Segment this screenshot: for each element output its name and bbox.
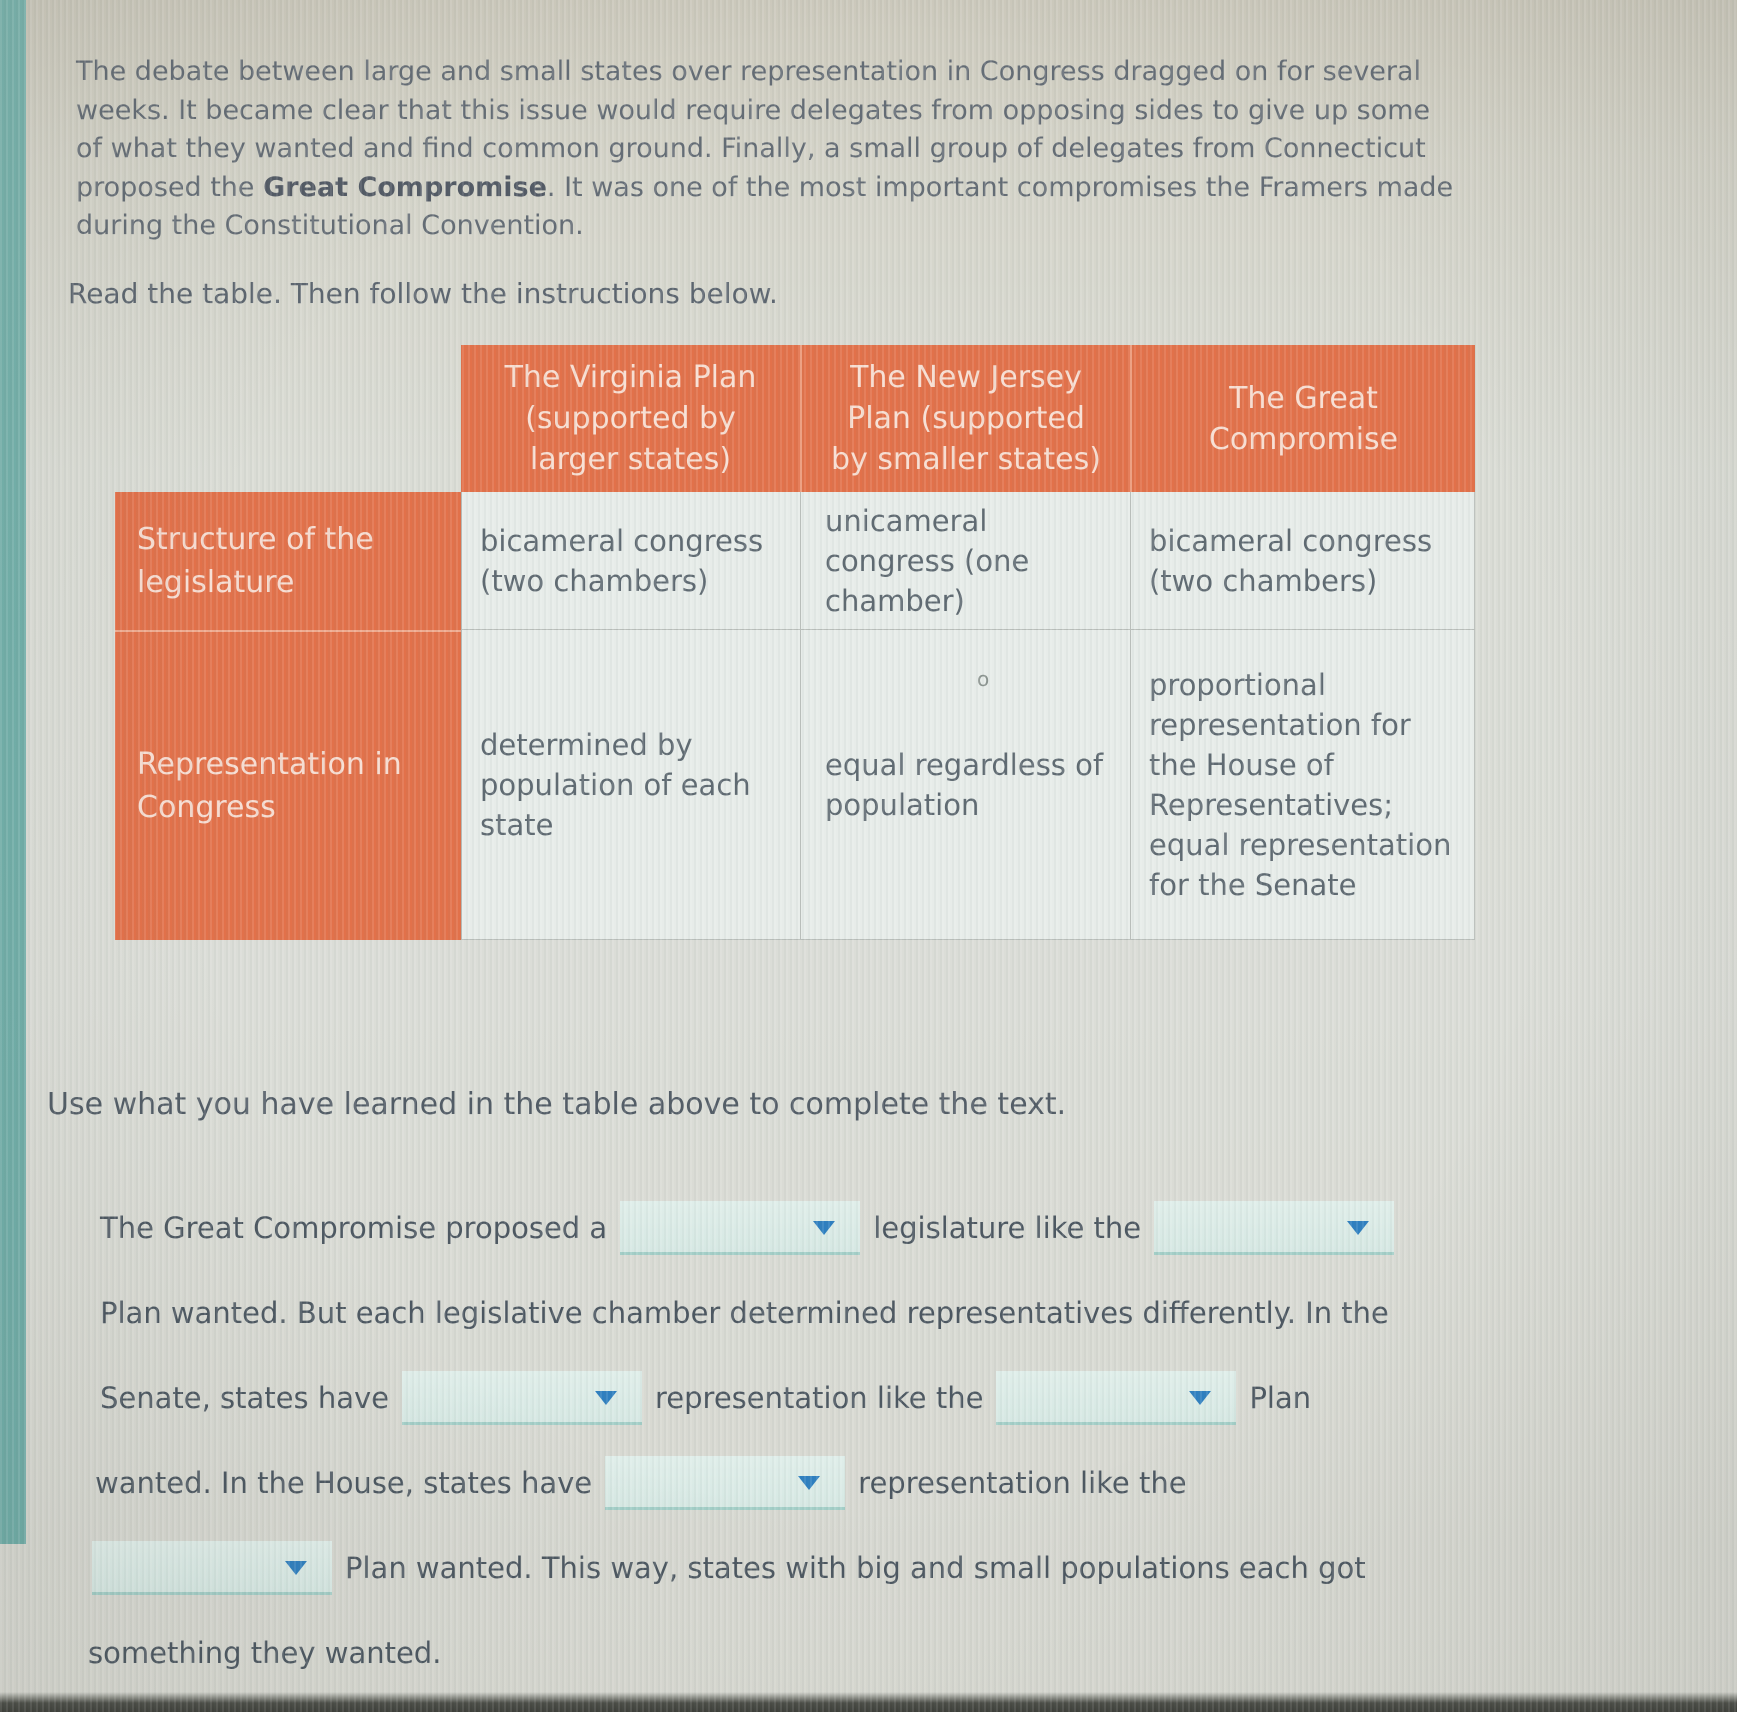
fill-in-the-blank-text <box>88 1200 1600 1710</box>
column-header-great-compromise: The Great Compromise <box>1130 345 1475 492</box>
cloze-text: Plan wanted. But each legislative chamber determined representatives differently. In the <box>100 1296 1389 1330</box>
intro-paragraph <box>76 53 1464 246</box>
read-table-instruction: Read the table. Then follow the instructions below. <box>68 277 778 310</box>
cloze-line-1 <box>100 1200 1600 1256</box>
cloze-text: The Great Compromise proposed a <box>100 1211 608 1245</box>
comparison-table <box>115 345 1475 940</box>
photo-bottom-dark-edge <box>0 1692 1737 1712</box>
blank-dropdown-1[interactable] <box>620 1201 860 1255</box>
intro-text-before: The debate between large and small states over representation in Congress dragged on for several weeks. It became clear that this issue would require delegates from opposing sides to give up some of what they wanted and find common ground. Finally, a small group of delegates from Connecticut proposed the <box>76 56 1431 203</box>
cloze-line-2 <box>100 1285 1600 1341</box>
chevron-down-icon <box>813 1221 835 1235</box>
blank-dropdown-3[interactable] <box>402 1371 642 1425</box>
table-corner-empty <box>115 345 461 492</box>
left-edge-teal-strip <box>0 0 26 1544</box>
row-header-representation: Representation in Congress <box>115 630 461 940</box>
row-header-structure: Structure of the legislature <box>115 492 461 630</box>
intro-text-after: . It was one of the most important compromises the Framers made during the Constitutional Convention. <box>76 171 1454 241</box>
column-header-new-jersey-plan: The New Jersey Plan (supported by smaller states) <box>800 345 1130 492</box>
intro-bold-term: Great Compromise <box>263 171 547 203</box>
blank-dropdown-2[interactable] <box>1154 1201 1394 1255</box>
cloze-text: representation like the <box>858 1466 1187 1500</box>
chevron-down-icon <box>798 1476 820 1490</box>
cloze-text: representation like the <box>655 1381 984 1415</box>
table-cell-structure-virginia: bicameral congress (two chambers) <box>461 492 800 630</box>
cloze-line-6 <box>88 1625 1600 1681</box>
cloze-line-4 <box>95 1455 1600 1511</box>
cloze-text: wanted. In the House, states have <box>95 1466 593 1500</box>
cloze-line-3 <box>100 1370 1600 1426</box>
cloze-text: Plan <box>1249 1381 1312 1415</box>
cloze-line-5 <box>92 1540 1600 1596</box>
cloze-text: Senate, states have <box>100 1381 389 1415</box>
table-cell-representation-new-jersey: equal regardless of population <box>800 630 1130 940</box>
chevron-down-icon <box>1347 1221 1369 1235</box>
cloze-text: Plan wanted. This way, states with big and small populations each got <box>345 1551 1366 1585</box>
chevron-down-icon <box>1189 1391 1211 1405</box>
stray-speck-mark: o <box>977 667 990 691</box>
table-cell-structure-compromise: bicameral congress (two chambers) <box>1130 492 1475 630</box>
blank-dropdown-5[interactable] <box>605 1456 845 1510</box>
chevron-down-icon <box>595 1391 617 1405</box>
task-instruction: Use what you have learned in the table above to complete the text. <box>47 1087 1067 1122</box>
table-cell-representation-virginia: determined by population of each state <box>461 630 800 940</box>
table-cell-representation-compromise: proportional representation for the House of Representatives; equal representation for the Senate <box>1130 630 1475 940</box>
cloze-text: something they wanted. <box>88 1636 442 1670</box>
chevron-down-icon <box>285 1561 307 1575</box>
column-header-virginia-plan: The Virginia Plan (supported by larger states) <box>461 345 800 492</box>
cloze-text: legislature like the <box>873 1211 1142 1245</box>
blank-dropdown-4[interactable] <box>996 1371 1236 1425</box>
table-cell-structure-new-jersey: unicameral congress (one chamber) <box>800 492 1130 630</box>
blank-dropdown-6[interactable] <box>92 1541 332 1595</box>
